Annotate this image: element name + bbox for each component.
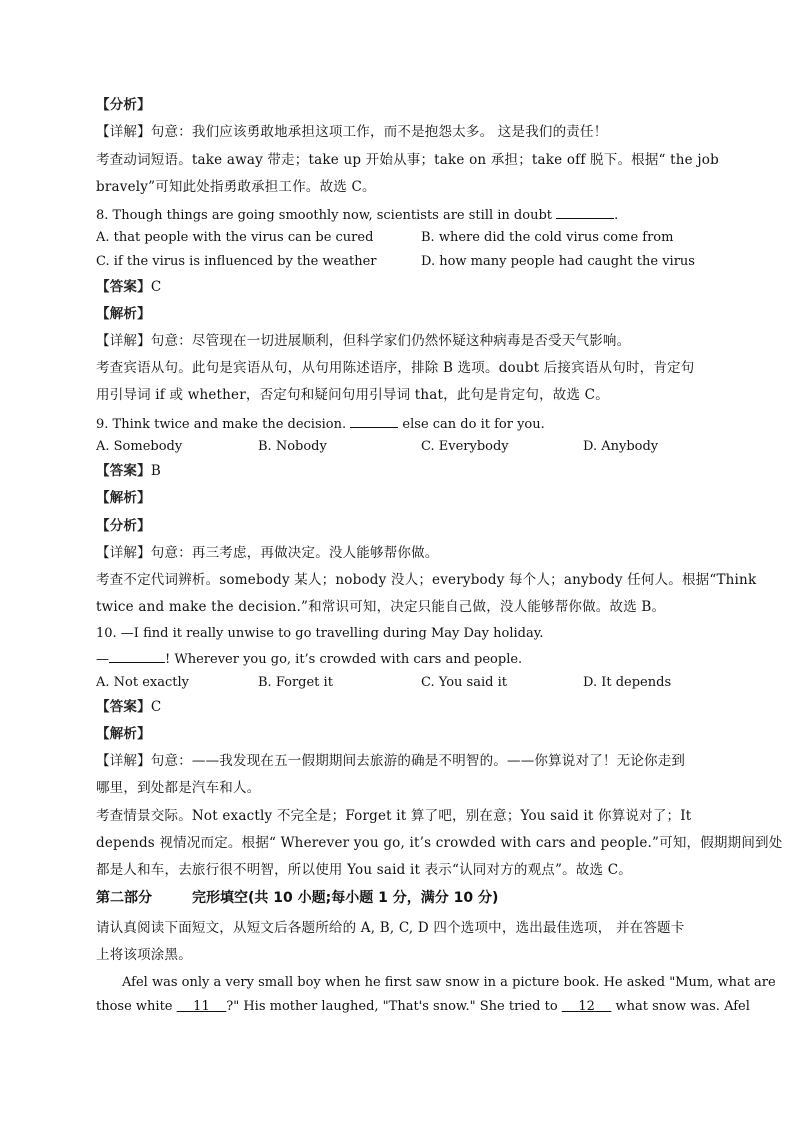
q10-analysis-tag: 【解析】	[96, 726, 151, 742]
q9-answer: B	[150, 463, 161, 479]
q9-detail: 【详解】句意：再三考虑，再做决定。没人能够帮你做。	[96, 545, 439, 561]
q7-explain-1: 考查动词短语。take away 带走；take up 开始从事；take on 承担；take off 脱下。根据“ the job	[96, 152, 719, 168]
q10-stem-2	[96, 649, 522, 669]
q10-option-d: D. It depends	[583, 675, 672, 690]
q7-explain-2: bravely”可知此处指勇敢承担工作。故选 C。	[96, 179, 376, 195]
q8-option-c: C. if the virus is influenced by the weather	[96, 254, 377, 269]
q8-explain-2: 用引导词 if 或 whether，否定句和疑问句用引导词 that，此句是肯定句，故选 C。	[96, 387, 609, 403]
q7-detail: 【详解】句意：我们应该勇敢地承担这项工作，而不是抱怨太多。 这是我们的责任！	[96, 124, 608, 140]
q10-dash: —	[96, 652, 109, 667]
q9-fenxi-tag: 【分析】	[96, 518, 151, 534]
q9-jiexi-tag: 【解析】	[96, 490, 151, 506]
passage-line-2	[96, 998, 750, 1016]
q8-option-d: D. how many people had caught the virus	[421, 254, 695, 269]
q9-answer-tag: 【答案】	[96, 463, 151, 479]
q10-option-a: A. Not exactly	[96, 675, 189, 690]
q9-stem-start: 9. Think twice and make the decision.	[96, 417, 347, 432]
q10-explain-3: 都是人和车，去旅行很不明智，所以使用 You said it 表示“认同对方的观点”。故选 C。	[96, 862, 632, 878]
q8-answer-row	[96, 278, 161, 296]
q10-answer-tag: 【答案】	[96, 699, 151, 715]
q8-option-a: A. that people with the virus can be cured	[96, 230, 374, 245]
q8-answer-tag: 【答案】	[96, 279, 151, 295]
q8-stem	[96, 205, 618, 225]
q9-stem-end: else can do it for you.	[402, 417, 545, 432]
q8-explain-1: 考查宾语从句。此句是宾语从句，从句用陈述语序，排除 B 选项。doubt 后接宾语从句时，肯定句	[96, 360, 695, 376]
q7-analysis-tag: 【分析】	[96, 97, 151, 113]
q9-option-b: B. Nobody	[258, 439, 327, 454]
q10-detail-1: 【详解】句意：——我发现在五一假期期间去旅游的确是不明智的。——你算说对了！无论你走到	[96, 753, 686, 769]
q8-stem-text: 8. Though things are going smoothly now, scientists are still in doubt	[96, 208, 552, 223]
q9-answer-row	[96, 462, 161, 480]
blank-12	[562, 999, 612, 1014]
passage-line-2-b: ?" His mother laughed, "That's snow." She tried to	[226, 999, 562, 1014]
part2-instruction-1: 请认真阅读下面短文，从短文后各题所给的 A, B, C, D 四个选项中，选出最佳选项， 并在答题卡	[96, 920, 685, 936]
passage-line-2-c: what snow was. Afel	[611, 999, 750, 1014]
q9-option-d: D. Anybody	[583, 439, 659, 454]
passage-line-1: Afel was only a very small boy when he first saw snow in a picture book. He asked "Mum, what are	[122, 975, 776, 990]
q10-explain-1: 考查情景交际。Not exactly 不完全是；Forget it 算了吧，别在意；You said it 你算说对了；It	[96, 808, 692, 824]
blank-11-number: 11	[193, 999, 210, 1014]
q8-answer: C	[150, 279, 162, 295]
part2-heading	[96, 889, 498, 907]
q8-blank	[556, 205, 614, 219]
q8-option-b: B. where did the cold virus come from	[421, 230, 674, 245]
q10-explain-2: depends 视情况而定。根据“ Wherever you go, it’s crowded with cars and people.”可知，假期期间到处	[96, 835, 783, 851]
part2-heading-title: 完形填空(共 10 小题;每小题 1 分，满分 10 分)	[192, 890, 499, 906]
passage-line-2-a: those white	[96, 999, 177, 1014]
q9-explain-2: twice and make the decision.”和常识可知，决定只能自己做，没人能够帮你做。故选 B。	[96, 599, 666, 615]
q10-stem-end: ! Wherever you go, it’s crowded with cars and people.	[165, 652, 523, 667]
blank-12-number: 12	[578, 999, 595, 1014]
q10-option-b: B. Forget it	[258, 675, 333, 690]
q9-stem	[96, 414, 545, 434]
q9-blank	[350, 414, 398, 428]
q10-blank	[109, 649, 165, 663]
q8-stem-end: .	[614, 208, 619, 223]
q9-option-a: A. Somebody	[96, 439, 183, 454]
q9-option-c: C. Everybody	[421, 439, 509, 454]
q8-analysis-tag: 【解析】	[96, 306, 151, 322]
q10-stem-1: 10. —I find it really unwise to go travelling during May Day holiday.	[96, 626, 544, 641]
q10-answer: C	[150, 699, 162, 715]
q8-detail: 【详解】句意：尽管现在一切进展顺利，但科学家们仍然怀疑这种病毒是否受天气影响。	[96, 333, 631, 349]
blank-11	[177, 999, 227, 1014]
q9-explain-1: 考查不定代词辨析。somebody 某人；nobody 没人；everybody 每个人；anybody 任何人。根据“Think	[96, 572, 757, 588]
q10-answer-row	[96, 698, 161, 716]
part2-heading-label: 第二部分	[96, 890, 152, 906]
part2-instruction-2: 上将该项涂黑。	[96, 947, 192, 963]
q10-detail-2: 哪里，到处都是汽车和人。	[96, 780, 261, 796]
q10-option-c: C. You said it	[421, 675, 507, 690]
